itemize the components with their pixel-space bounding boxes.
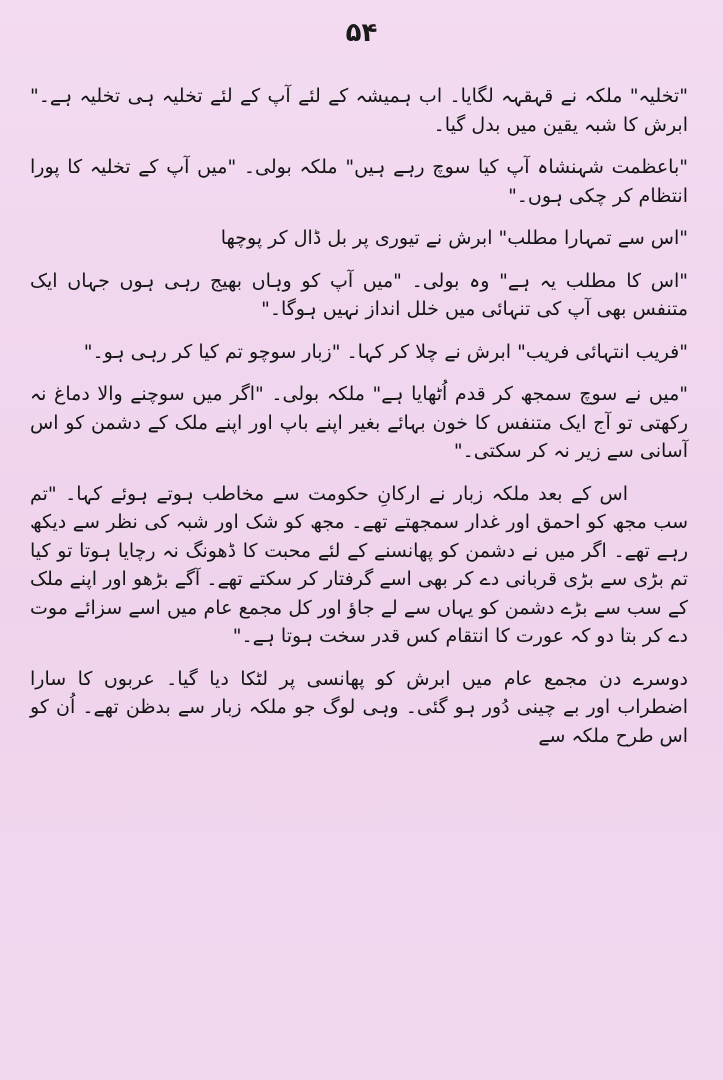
paragraph-5: "فریب انتہائی فریب" ابرش نے چلا کر کہا۔ "زبار سوچو تم کیا کر رہی ہو۔" [83, 340, 688, 363]
body-text [30, 82, 688, 764]
paragraph-4: "اس کا مطلب یہ ہے" وہ بولی۔ "میں آپ کو وہاں بھیج رہی ہوں جہاں ایک متنفس بھی آپ کی تنہائی میں خلل انداز نہیں ہوگا۔" [30, 269, 688, 320]
paragraph-8: دوسرے دن مجمع عام میں ابرش کو پھانسی پر لٹکا دیا گیا۔ عربوں کا سارا اضطراب اور بے چینی دُور ہو گئی۔ وہی لوگ جو ملکہ زبار سے بدظن تھے۔ اُن کو اس طرح ملکہ سے [30, 667, 688, 747]
paragraph-7: اس کے بعد ملکہ زبار نے ارکانِ حکومت سے مخاطب ہوتے ہوئے کہا۔ "تم سب مجھ کو احمق اور غدار سمجھتے تھے۔ مجھ کو شک اور شبہ کی نظر سے دیکھ رہے تھے۔ اگر میں نے دشمن کو پھانسنے کے لئے محبت کا ڈھونگ نہ رچایا ہوتا تو کیا تم بڑی سے بڑی قربانی دے کر بھی اسے گرفتار کر سکتے تھے۔ آگے بڑھو اور اپنے ملک کے سب سے بڑے دشمن کو یہاں سے لے جاؤ اور کل مجمع عام میں اسے سزائے موت دے کر بتا دو کہ عورت کا انتقام کس قدر سخت ہوتا ہے۔" [30, 482, 688, 647]
page-number: ۵۴ [345, 18, 378, 48]
paragraph-3: "اس سے تمہارا مطلب" ابرش نے تیوری پر بل ڈال کر پوچھا [220, 227, 688, 249]
paragraph-2: "باعظمت شہنشاہ آپ کیا سوچ رہے ہیں" ملکہ بولی۔ "میں آپ کے تخلیہ کا پورا انتظام کر چکی ہوں۔" [30, 156, 688, 207]
paragraph-6: "میں نے سوچ سمجھ کر قدم اُٹھایا ہے" ملکہ بولی۔ "اگر میں سوچنے والا دماغ نہ رکھتی تو آج ایک متنفس کا خون بہائے بغیر اپنے باپ اور اپنے ملک کے دشمن کو اس آسانی سے زیر نہ کر سکتی۔" [30, 383, 688, 462]
paragraph-1: "تخلیہ" ملکہ نے قہقہہ لگایا۔ اب ہمیشہ کے لئے آپ کے لئے تخلیہ ہی تخلیہ ہے۔" ابرش کا شبہ یقین میں بدل گیا۔ [30, 85, 688, 136]
